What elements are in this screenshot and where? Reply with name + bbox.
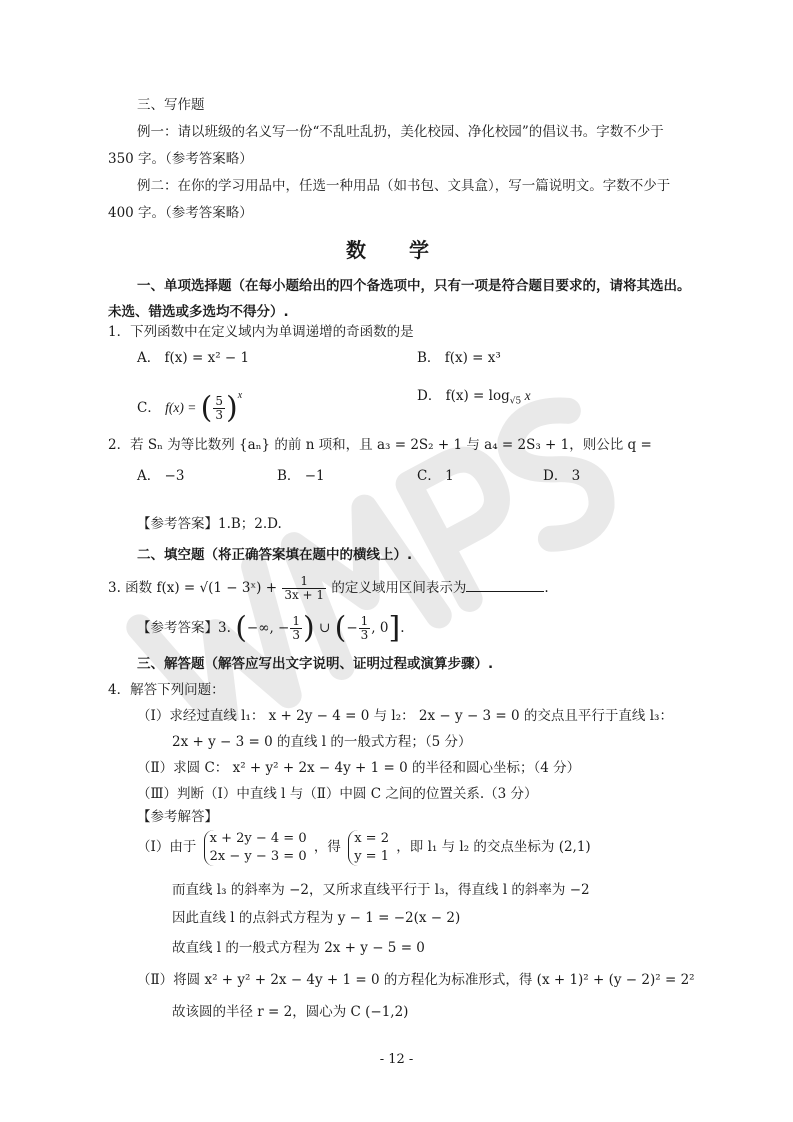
fraction-numerator: 1: [282, 575, 326, 589]
exponent: x: [237, 390, 243, 401]
part1-heading-line-1: 一、单项选择题（在每小题给出的四个备选项中，只有一项是符合题目要求的，请将其选出。: [137, 278, 691, 294]
example-1-line-2: 350 字。（参考答案略）: [108, 151, 253, 167]
part3-heading: 三、解答题（解答应写出文字说明、证明过程或演算步骤）.: [137, 656, 494, 672]
solution-i-mid: ，得: [313, 839, 341, 855]
fraction: [290, 615, 302, 642]
left-paren: (: [200, 390, 213, 426]
right-paren: ): [226, 390, 238, 426]
log-argument: x: [521, 388, 531, 403]
right-paren: ): [303, 610, 315, 646]
solution-i-line-4: 故直线 l 的一般式方程为 2x + y − 5 = 0: [172, 940, 425, 956]
equation: x = 2: [354, 830, 389, 846]
equation: y = 1: [354, 848, 389, 864]
q3-answer: [137, 612, 404, 644]
q2-option-d: D． 3: [543, 468, 581, 484]
example-1-line-1: 例一：请以班级的名义写一份“不乱吐乱扔，美化校园、净化校园”的倡议书。字数不少于: [137, 124, 664, 140]
q4-stem: 4．解答下列问题：: [108, 682, 225, 698]
fraction-denominator: 3: [360, 628, 369, 642]
q1-option-c: [137, 380, 242, 424]
answer-blank: [466, 577, 544, 592]
q3-stem: [108, 573, 549, 603]
fraction: [213, 395, 225, 422]
minus-sign: −: [346, 620, 358, 636]
part1-heading-line-2: 未选、错选或多选均不得分）.: [108, 304, 289, 320]
q4-part-i-line-1: （Ⅰ）求经过直线 l₁： x + 2y − 4 = 0 与 l₂： 2x − y − 3 = 0 的交点且平行于直线 l₃：: [137, 708, 673, 724]
equation-system-1: [204, 830, 307, 866]
union-symbol: ∪: [319, 620, 331, 636]
q1-option-c-label: C．: [137, 400, 161, 416]
q1-option-d-text: D． f(x) = log: [417, 388, 510, 404]
solution-i-line-1: [137, 826, 591, 868]
fraction-numerator: 1: [360, 614, 369, 628]
equation-system-2: [348, 830, 389, 866]
fraction-numerator: 1: [292, 614, 300, 628]
equation: x + 2y − 4 = 0: [209, 830, 307, 846]
q1-option-a: A． f(x) = x² − 1: [137, 350, 250, 366]
q1-option-b: B． f(x) = x³: [417, 350, 501, 366]
solution-i-prefix: （Ⅰ）由于: [137, 839, 197, 855]
fraction-denominator: 3: [292, 628, 300, 642]
q3-end: .: [544, 580, 549, 596]
q3-suffix: 的定义域用区间表示为: [331, 580, 467, 596]
q3-prefix: 3. 函数 f(x) = √(1 − 3ˣ) +: [108, 580, 278, 596]
q4-part-i-line-2: 2x + y − 3 = 0 的直线 l 的一般式方程；（5 分）: [172, 734, 472, 750]
q1-option-c-expr: f(x) =: [165, 400, 197, 415]
subject-title: 数 学: [346, 238, 447, 262]
q3-answer-prefix: 【参考答案】3.: [137, 620, 231, 636]
period: .: [400, 620, 405, 636]
log-base: √5: [509, 396, 522, 407]
answer-1: 【参考答案】1.B；2.D.: [137, 516, 282, 532]
q1-stem: 1．下列函数中在定义域内为单调递增的奇函数的是: [108, 324, 414, 340]
q2-stem: 2．若 Sₙ 为等比数列 {aₙ} 的前 n 项和，且 a₃ = 2S₂ + 1 与 a₄ = 2S₃ + 1，则公比 q =: [108, 437, 652, 453]
example-2-line-2: 400 字。（参考答案略）: [108, 205, 253, 221]
q2-option-a: A． −3: [137, 468, 185, 484]
example-2-line-1: 例二：在你的学习用品中，任选一种用品（如书包、文具盒），写一篇说明文。字数不少于: [137, 178, 671, 194]
interval-left: −∞, −: [246, 620, 290, 636]
equation: 2x − y − 3 = 0: [209, 848, 307, 864]
fraction-denominator: 3x + 1: [284, 588, 325, 602]
fraction: [359, 615, 371, 642]
solution-i-line-3: 因此直线 l 的点斜式方程为 y − 1 = −2(x − 2): [172, 910, 461, 926]
q2-option-b: B． −1: [277, 468, 325, 484]
fraction-numerator: 5: [215, 394, 224, 408]
q3-fraction: [282, 575, 326, 602]
page-number: - 12 -: [379, 1052, 414, 1067]
q2-option-c: C． 1: [417, 468, 454, 484]
solution-i-suffix: ，即 l₁ 与 l₂ 的交点坐标为 (2,1): [396, 839, 591, 855]
q4-part-iii: （Ⅲ）判断（Ⅰ）中直线 l 与（Ⅱ）中圆 C 之间的位置关系.（3 分）: [137, 786, 538, 802]
left-paren: (: [235, 610, 247, 646]
solution-ii-line-1: （Ⅱ）将圆 x² + y² + 2x − 4y + 1 = 0 的方程化为标准形式，得 (x + 1)² + (y − 2)² = 2²: [137, 972, 695, 988]
q4-part-ii: （Ⅱ）求圆 C： x² + y² + 2x − 4y + 1 = 0 的半径和圆心坐标；（4 分）: [137, 760, 581, 776]
left-paren: (: [334, 610, 347, 646]
interval-right: , 0: [371, 620, 389, 636]
part2-heading: 二、填空题（将正确答案填在题中的横线上）.: [137, 547, 413, 563]
solution-ii-line-2: 故该圆的半径 r = 2，圆心为 C (−1,2): [172, 1004, 409, 1020]
q1-option-d: [417, 386, 531, 412]
fraction-denominator: 3: [215, 408, 224, 422]
solution-i-line-2: 而直线 l₃ 的斜率为 −2，又所求直线平行于 l₃，得直线 l 的斜率为 −2: [172, 882, 590, 898]
right-bracket: ]: [388, 610, 401, 646]
writing-heading: 三、写作题: [137, 97, 205, 113]
reference-solution-heading: 【参考解答】: [137, 809, 218, 825]
